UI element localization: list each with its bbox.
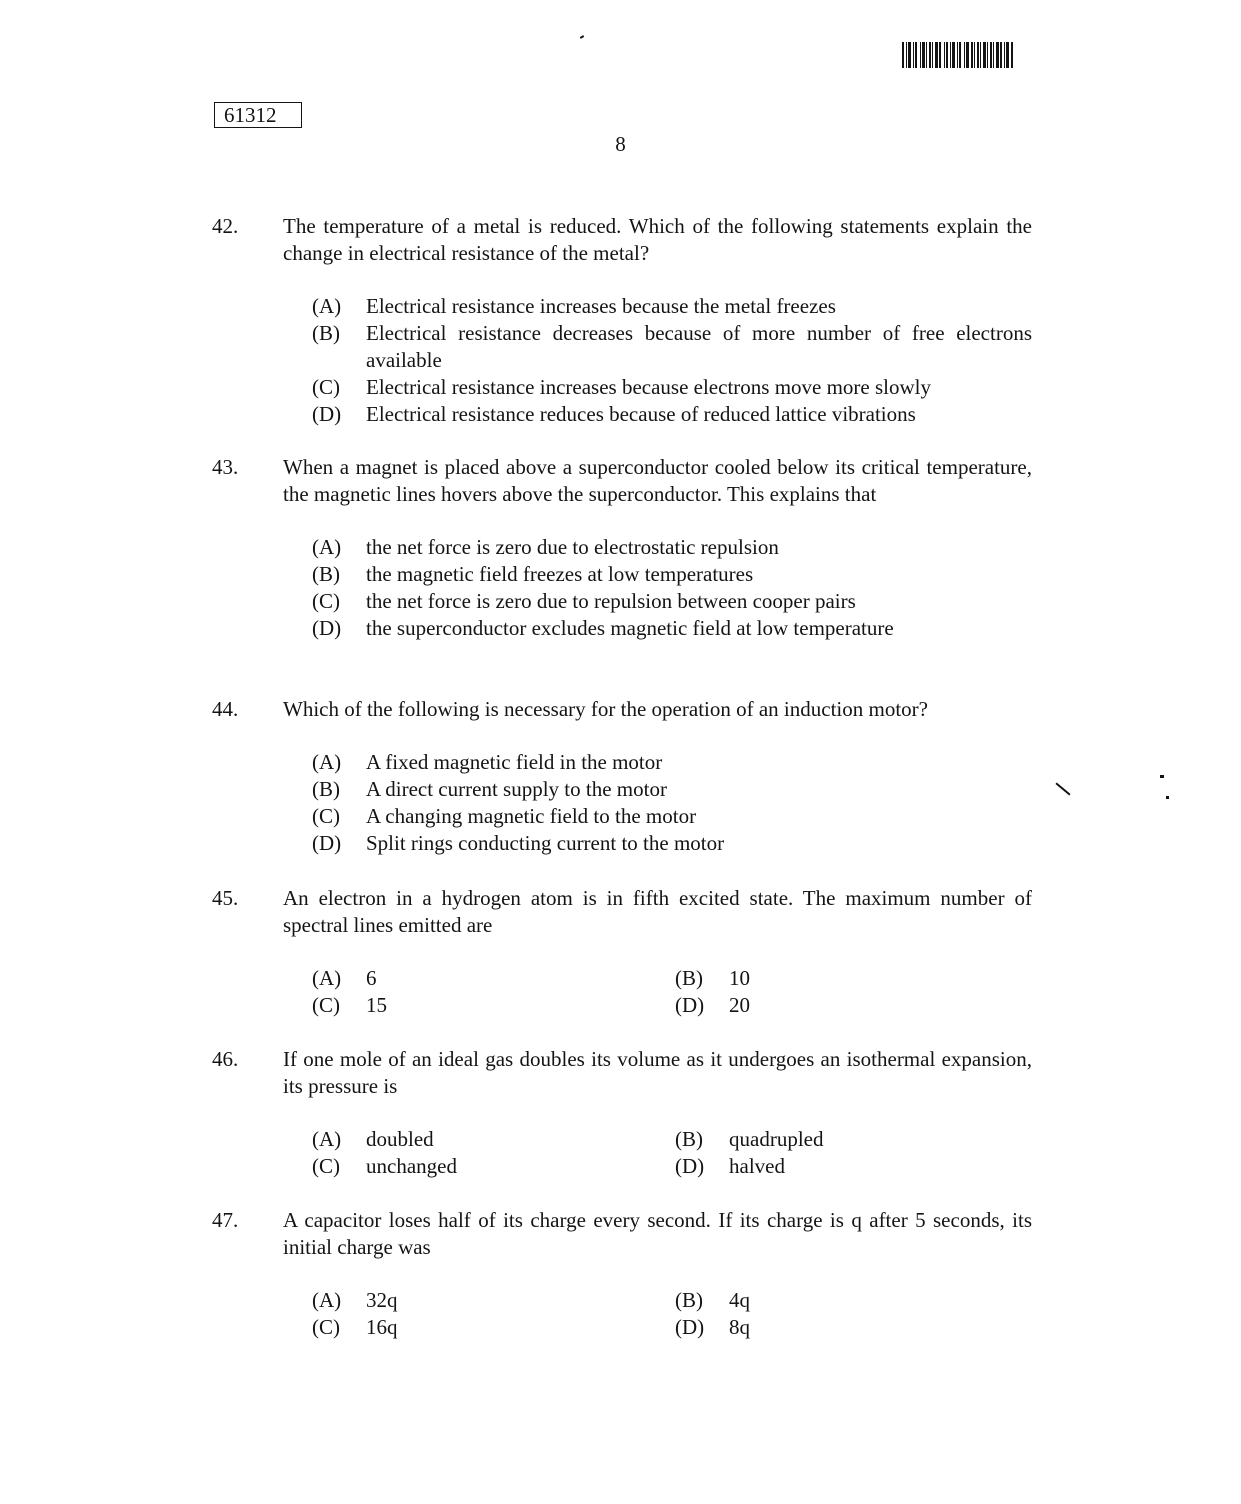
option-label: (D) [312,616,342,640]
option-text: A direct current supply to the motor [366,777,667,801]
option-label: (C) [312,1154,340,1178]
options-list [312,749,1032,857]
option[interactable] [312,1153,675,1180]
option-text: unchanged [366,1154,457,1178]
option-label: (D) [675,1315,705,1339]
option-text: A changing magnetic field to the motor [366,804,697,828]
question-43 [212,454,1032,642]
option-text: 4q [729,1288,750,1312]
option-label: (B) [675,1288,703,1312]
option[interactable] [312,615,1032,642]
question-number: 47. [212,1208,239,1232]
option-label: (B) [312,321,340,345]
question-stem: When a magnet is placed above a superconductor cooled below its critical temperature, the magnetic lines hovers above the superconductor. This explains that [283,455,1032,506]
question-44 [212,696,1032,857]
option-text: 10 [729,966,750,990]
question-stem: If one mole of an ideal gas doubles its volume as it undergoes an isothermal expansion, its pressure is [283,1047,1032,1098]
option-text: Split rings conducting current to the motor [366,831,725,855]
option[interactable] [675,965,875,992]
page-number: 8 [615,132,626,156]
option-label: (D) [312,402,342,426]
question-number: 46. [212,1047,239,1071]
option-label: (A) [312,750,342,774]
option[interactable] [312,1287,675,1314]
question-number: 45. [212,886,239,910]
option-label: (B) [312,562,340,586]
option-text: 32q [366,1288,398,1312]
option-text: 15 [366,993,387,1017]
option[interactable] [312,776,1032,803]
option-label: (C) [312,993,340,1017]
question-42 [212,213,1032,428]
option[interactable] [675,1153,875,1180]
option[interactable] [675,1287,875,1314]
options-list [312,534,1032,642]
option-text: Electrical resistance increases because the metal freezes [366,294,836,318]
option-label: (C) [312,375,340,399]
option-text: doubled [366,1127,434,1151]
question-stem: An electron in a hydrogen atom is in fifth excited state. The maximum number of spectral lines emitted are [283,886,1032,937]
options-list [312,293,1032,428]
option-label: (C) [312,1315,340,1339]
option[interactable] [312,1314,675,1341]
option-label: (A) [312,966,342,990]
scan-speck [1160,775,1164,778]
option-text: 16q [366,1315,398,1339]
option[interactable] [312,588,1032,615]
question-46 [212,1046,1032,1180]
option[interactable] [312,992,675,1019]
option-text: 20 [729,993,750,1017]
option[interactable] [312,320,1032,374]
option-label: (C) [312,589,340,613]
option[interactable] [675,992,875,1019]
option-label: (D) [675,993,705,1017]
option[interactable] [312,830,1032,857]
option-text: halved [729,1154,785,1178]
scan-speck [1166,796,1169,799]
paper-code: 61312 [214,102,302,128]
option[interactable] [312,374,1032,401]
option-label: (B) [312,777,340,801]
option-text: the net force is zero due to repulsion between cooper pairs [366,589,856,613]
option-label: (A) [312,1288,342,1312]
option-label: (A) [312,294,342,318]
scan-speck [580,35,584,39]
option[interactable] [312,534,1032,561]
option-text: the superconductor excludes magnetic field at low temperature [366,616,894,640]
option[interactable] [312,293,1032,320]
option[interactable] [675,1314,875,1341]
options-grid [312,965,1032,1019]
option-text: Electrical resistance reduces because of reduced lattice vibrations [366,402,916,426]
question-47 [212,1207,1032,1341]
option-text: quadrupled [729,1127,824,1151]
option-label: (D) [312,831,342,855]
option[interactable] [312,803,1032,830]
option[interactable] [312,561,1032,588]
barcode [902,42,1058,68]
option[interactable] [312,1126,675,1153]
option-text: 6 [366,966,377,990]
option[interactable] [675,1126,875,1153]
option-text: the net force is zero due to electrostatic repulsion [366,535,779,559]
option-label: (A) [312,1127,342,1151]
question-number: 44. [212,697,239,721]
question-number: 43. [212,455,239,479]
options-grid [312,1287,1032,1341]
option-text: 8q [729,1315,750,1339]
question-45 [212,885,1032,1019]
option-label: (B) [675,966,703,990]
option[interactable] [312,965,675,992]
question-stem: A capacitor loses half of its charge every second. If its charge is q after 5 seconds, its initial charge was [283,1208,1032,1259]
question-stem: Which of the following is necessary for the operation of an induction motor? [283,697,928,721]
option-text: A fixed magnetic field in the motor [366,750,663,774]
option-label: (D) [675,1154,705,1178]
option-label: (A) [312,535,342,559]
option[interactable] [312,401,1032,428]
option-label: (C) [312,804,340,828]
option-text: Electrical resistance decreases because of more number of free electrons available [366,321,1032,372]
scan-speck [1055,782,1070,795]
question-stem: The temperature of a metal is reduced. Which of the following statements explain the change in electrical resistance of the metal? [283,214,1032,265]
option[interactable] [312,749,1032,776]
option-text: the magnetic field freezes at low temperatures [366,562,754,586]
option-label: (B) [675,1127,703,1151]
options-grid [312,1126,1032,1180]
question-number: 42. [212,214,239,238]
option-text: Electrical resistance increases because electrons move more slowly [366,375,932,399]
